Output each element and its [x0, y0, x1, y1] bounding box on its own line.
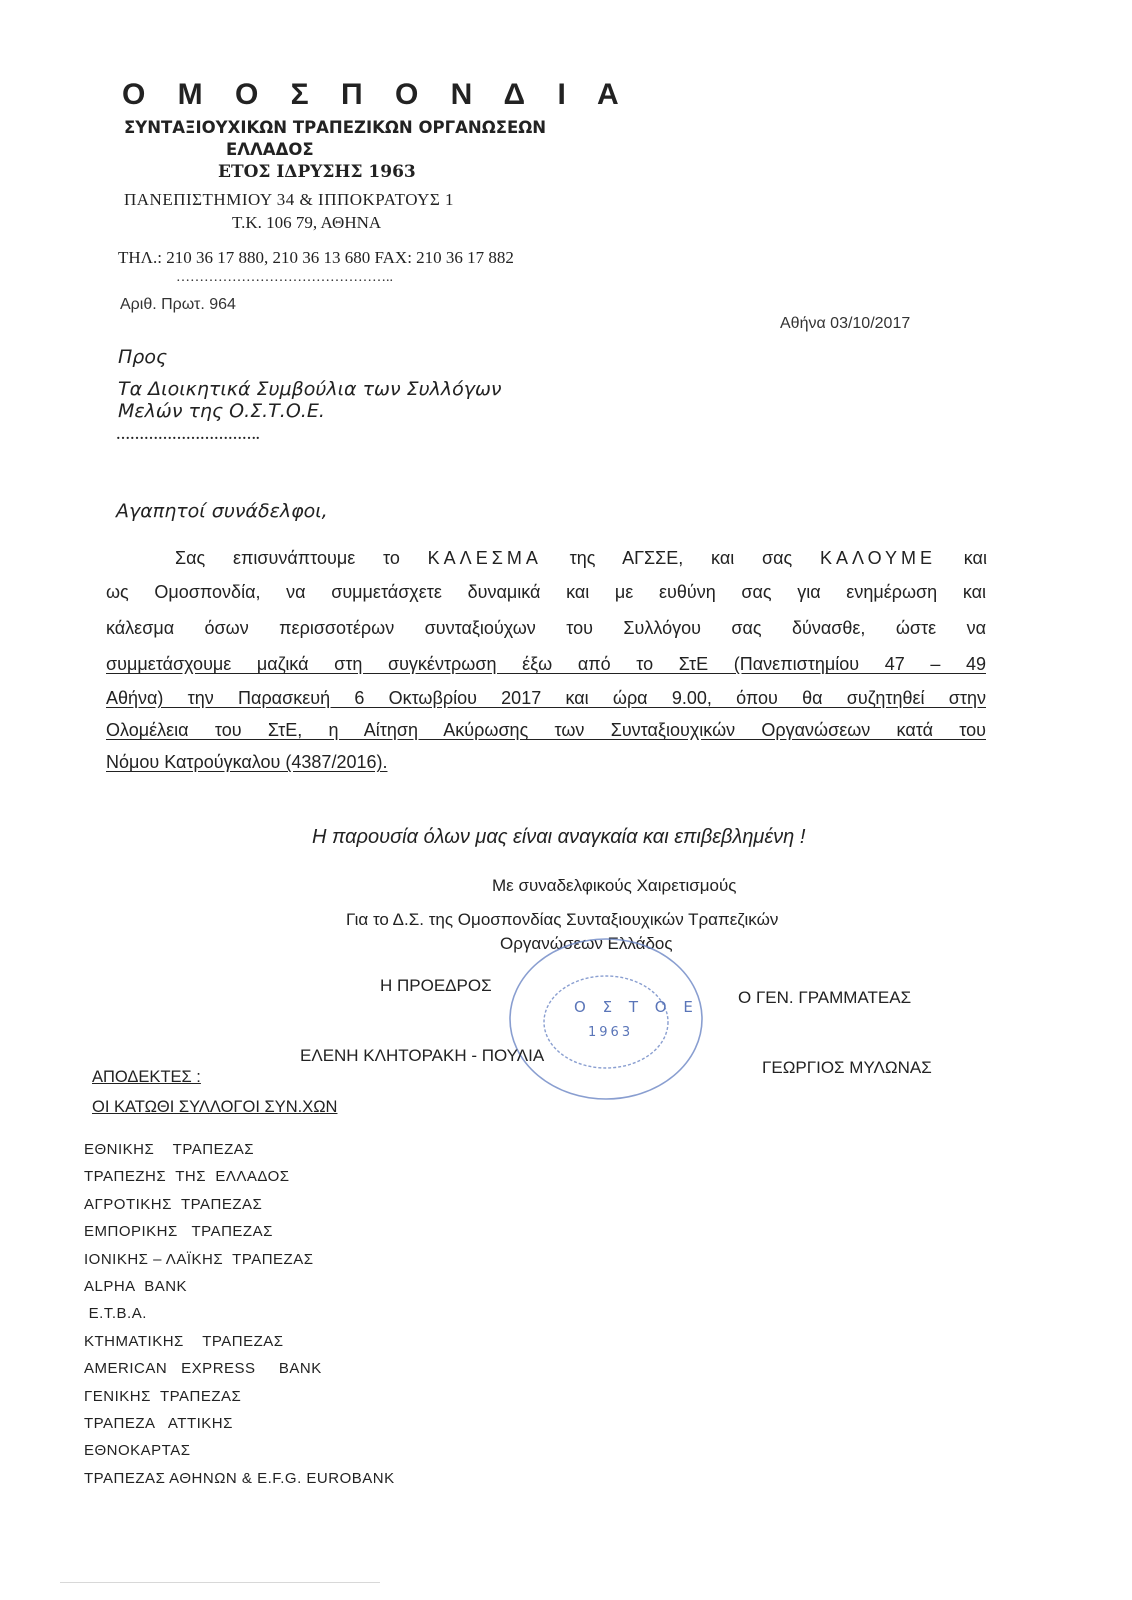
list-item: ΤΡΑΠΕΖΗΣ ΤΗΣ ΕΛΛΑΔΟΣ: [84, 1168, 290, 1186]
letterhead-title: Ο Μ Ο Σ Π Ο Ν Δ Ι Α: [122, 78, 631, 111]
list-item: ΕΜΠΟΡΙΚΗΣ ΤΡΑΠΕΖΑΣ: [84, 1223, 273, 1241]
letterhead-founded: ΕΤΟΣ ΙΔΡΥΣΗΣ 1963: [218, 162, 416, 182]
presence-statement: Η παρουσία όλων μας είναι αναγκαία και επιβεβλημένη !: [312, 826, 806, 848]
stamp-text: Ο Σ Τ Ο Ε: [574, 998, 699, 1016]
body-line-7: Νόμου Κατρούγκαλου (4387/2016).: [106, 752, 388, 772]
scan-edge-line: [60, 1582, 380, 1583]
body-line-5: Αθήνα) την Παρασκευή 6 Οκτωβρίου 2017 και ώρα 9.00, όπου θα συζητηθεί στην: [106, 688, 986, 708]
list-item: Ε.Τ.Β.Α.: [84, 1305, 147, 1323]
secretary-name: ΓΕΩΡΓΙΟΣ ΜΥΛΩΝΑΣ: [762, 1058, 932, 1077]
letterhead-country: ΕΛΛΑΔΟΣ: [226, 140, 314, 159]
body-line-4: συμμετάσχουμε μαζικά στη συγκέντρωση έξω από το ΣτΕ (Πανεπιστημίου 47 – 49: [106, 654, 986, 674]
organization-stamp: [500, 930, 712, 1108]
body-text: και: [963, 548, 987, 568]
list-item: ΤΡΑΠΕΖΑΣ ΑΘΗΝΩΝ & E.F.G. EUROBANK: [84, 1469, 395, 1487]
letterhead-dots: ………………………………………..: [176, 270, 393, 285]
protocol-number: Αριθ. Πρωτ. 964: [120, 296, 236, 313]
letterhead-postal: Τ.Κ. 106 79, ΑΘΗΝΑ: [232, 213, 382, 232]
recipients-subheading: ΟΙ ΚΑΤΩΘΙ ΣΥΛΛΟΓΟΙ ΣΥΝ.ΧΩΝ: [92, 1098, 338, 1116]
greeting: Αγαπητοί συνάδελφοι,: [116, 500, 328, 522]
letterhead-subtitle: ΣΥΝΤΑΞΙΟΥΧΙΚΩΝ ΤΡΑΠΕΖΙΚΩΝ ΟΡΓΑΝΩΣΕΩΝ: [124, 118, 547, 137]
president-role: Η ΠΡΟΕΔΡΟΣ: [380, 976, 492, 995]
recipient-line-2: Μελών της Ο.Σ.Τ.Ο.Ε.: [118, 400, 325, 422]
list-item: ΓΕΝΙΚΗΣ ΤΡΑΠΕΖΑΣ: [84, 1387, 242, 1405]
recipient-to: Προς: [118, 346, 168, 368]
body-text: Σας επισυνάπτουμε το: [175, 548, 400, 568]
recipients-list: [84, 1136, 395, 1492]
recipients-heading: ΑΠΟΔΕΚΤΕΣ :: [92, 1068, 201, 1086]
body-line-2: ως Ομοσπονδία, να συμμετάσχετε δυναμικά και με ευθύνη σας για ενημέρωση και: [106, 582, 986, 602]
stamp-year: 1963: [588, 1025, 634, 1040]
body-line-6: Ολομέλεια του ΣτΕ, η Αίτηση Ακύρωσης των Συνταξιουχικών Οργανώσεων κατά του: [106, 720, 986, 740]
list-item: ALPHA BANK: [84, 1277, 188, 1295]
letterhead-address: ΠΑΝΕΠΙΣΤΗΜΙΟΥ 34 & ΙΠΠΟΚΡΑΤΟΥΣ 1: [124, 190, 455, 209]
president-name: ΕΛΕΝΗ ΚΛΗΤΟΡΑΚΗ - ΠΟΥΛΙΑ: [300, 1046, 545, 1065]
list-item: ΑΓΡΟΤΙΚΗΣ ΤΡΑΠΕΖΑΣ: [84, 1195, 263, 1213]
body-emphasis: ΚΑΛΕΣΜΑ: [427, 548, 542, 568]
list-item: ΙΟΝΙΚΗΣ – ΛΑΪΚΗΣ ΤΡΑΠΕΖΑΣ: [84, 1250, 314, 1268]
closing-organization: Οργανώσεων Ελλάδος: [500, 934, 673, 953]
letter-date: Αθήνα 03/10/2017: [780, 315, 911, 332]
body-emphasis: ΚΑΛΟΥΜΕ: [819, 548, 937, 568]
list-item: ΕΘΝΙΚΗΣ ΤΡΑΠΕΖΑΣ: [84, 1141, 255, 1158]
list-item: AMERICAN EXPRESS BANK: [84, 1360, 322, 1378]
list-item: ΕΘΝΟΚΑΡΤΑΣ: [84, 1442, 191, 1460]
body-text: της ΑΓΣΣΕ, και σας: [569, 548, 793, 568]
recipient-line-1: Τα Διοικητικά Συμβούλια των Συλλόγων: [118, 378, 502, 400]
body-line-3: κάλεσμα όσων περισσοτέρων συνταξιούχων του Συλλόγου σας δύνασθε, ώστε να: [106, 618, 986, 638]
closing-on-behalf: Για το Δ.Σ. της Ομοσπονδίας Συνταξιουχικών Τραπεζικών: [346, 910, 779, 929]
secretary-role: Ο ΓΕΝ. ΓΡΑΜΜΑΤΕΑΣ: [738, 988, 912, 1007]
letterhead-phone: ΤΗΛ.: 210 36 17 880, 210 36 13 680 FAX: 210 36 17 882: [118, 248, 514, 267]
body-line-1: [175, 548, 987, 569]
closing-salutation: Με συναδελφικούς Χαιρετισμούς: [492, 876, 737, 895]
recipient-dots: ………………………….: [116, 428, 260, 443]
list-item: ΤΡΑΠΕΖΑ ΑΤΤΙΚΗΣ: [84, 1414, 233, 1432]
list-item: ΚΤΗΜΑΤΙΚΗΣ ΤΡΑΠΕΖΑΣ: [84, 1332, 284, 1350]
